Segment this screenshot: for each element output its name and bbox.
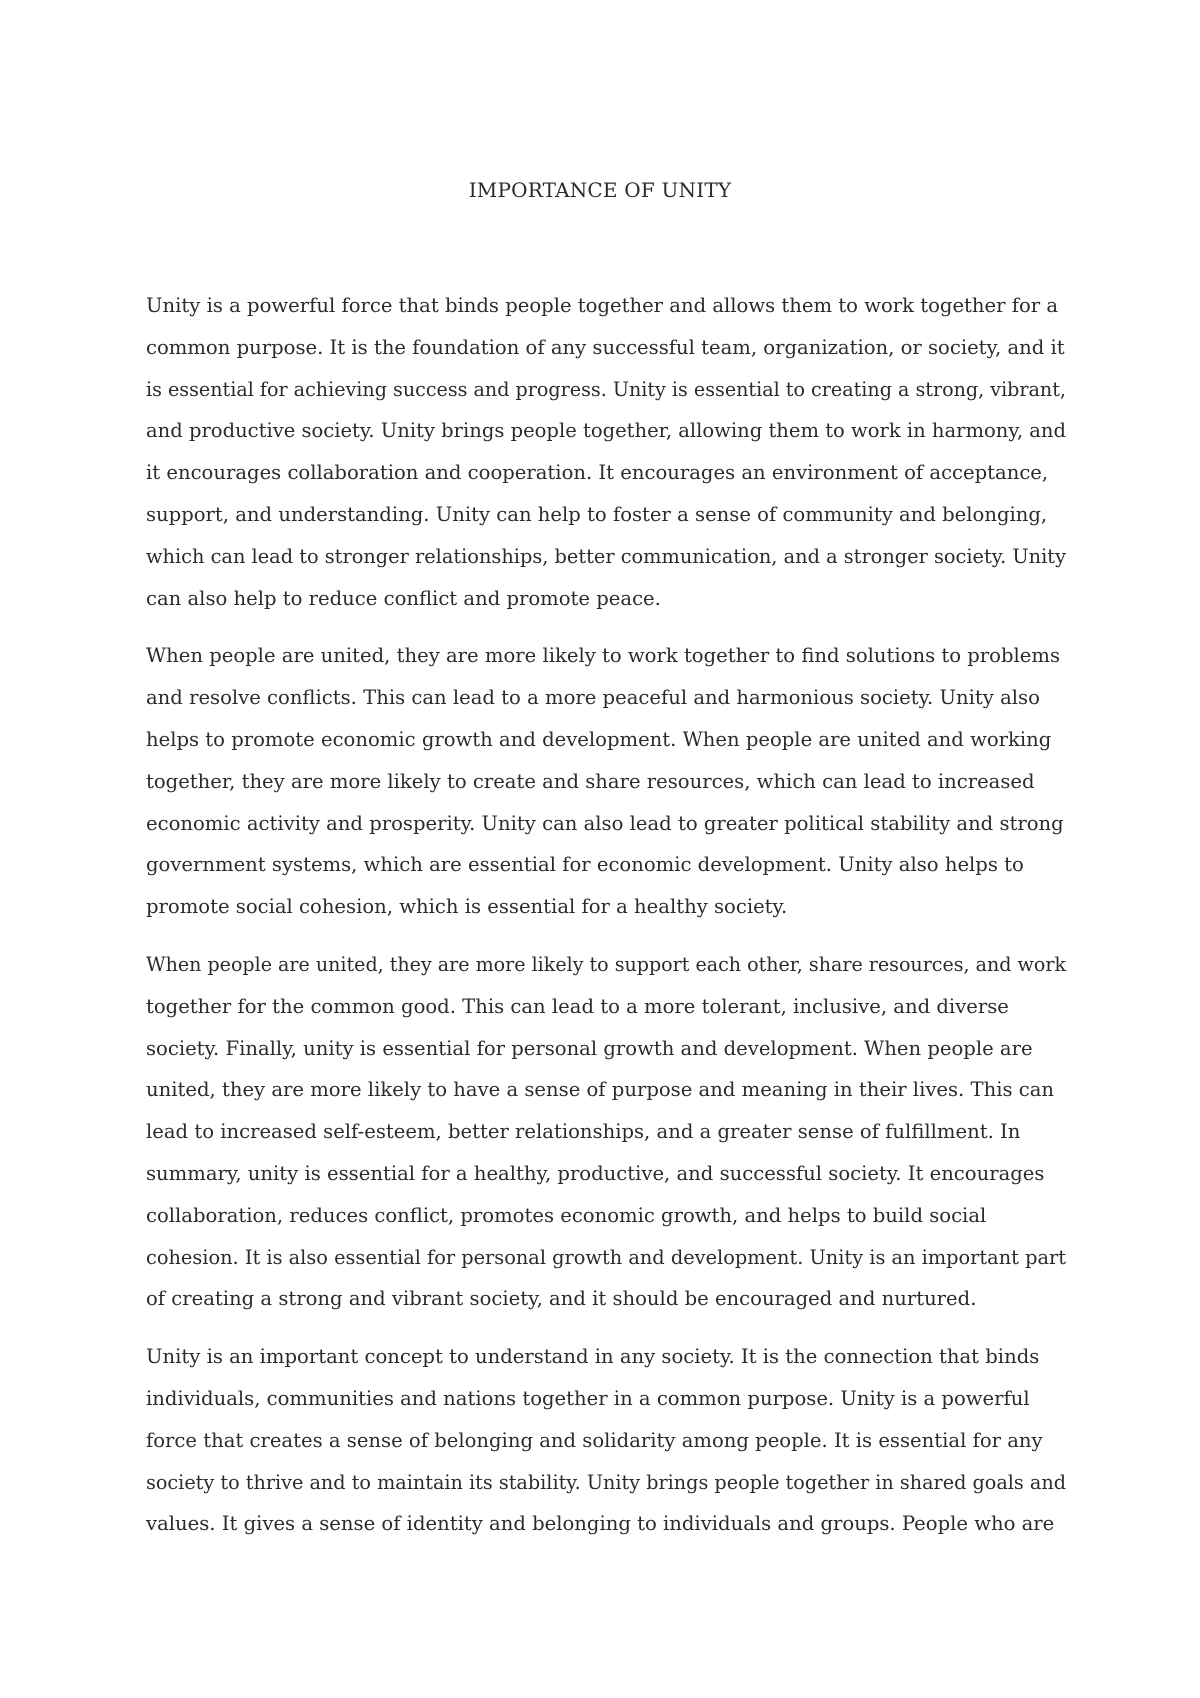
paragraph-line: together for the common good. This can lead to a more tolerant, inclusive, and diverse [146,994,1009,1018]
paragraph-line: support, and understanding. Unity can help to foster a sense of community and belonging, [146,502,1048,526]
paragraph-line: values. It gives a sense of identity and belonging to individuals and groups. People who are [146,1512,1055,1536]
paragraph-line: When people are united, they are more likely to support each other, share resources, and work [146,952,1066,976]
paragraph-line: is essential for achieving success and progress. Unity is essential to creating a strong, vibrant, [146,377,1066,401]
document-body [146,285,1066,1561]
paragraph-line: and productive society. Unity brings people together, allowing them to work in harmony, and [146,419,1066,443]
paragraph-line: and resolve conflicts. This can lead to a more peaceful and harmonious society. Unity also [146,686,1040,710]
paragraph-3 [146,944,1066,1320]
paragraph-line: individuals, communities and nations together in a common purpose. Unity is a powerful [146,1386,1030,1410]
paragraph-line: can also help to reduce conflict and promote peace. [146,586,661,610]
paragraph-line: which can lead to stronger relationships, better communication, and a stronger society. Unity [146,544,1066,568]
paragraph-line: helps to promote economic growth and development. When people are united and working [146,727,1052,751]
paragraph-line: it encourages collaboration and cooperation. It encourages an environment of acceptance, [146,461,1049,485]
paragraph-4 [146,1336,1066,1545]
paragraph-line: Unity is an important concept to understand in any society. It is the connection that binds [146,1345,1040,1369]
paragraph-line: cohesion. It is also essential for personal growth and development. Unity is an important part [146,1245,1066,1269]
paragraph-line: lead to increased self-esteem, better relationships, and a greater sense of fulfillment. In [146,1120,1021,1144]
paragraph-line: Unity is a powerful force that binds people together and allows them to work together for a [146,294,1059,317]
paragraph-line: summary, unity is essential for a healthy, productive, and successful society. It encourages [146,1161,1045,1185]
document-title: IMPORTANCE OF UNITY [468,178,732,202]
paragraph-line: When people are united, they are more likely to work together to find solutions to problems [146,644,1061,668]
paragraph-line: economic activity and prosperity. Unity can also lead to greater political stability and strong [146,811,1064,835]
paragraph-line: together, they are more likely to create and share resources, which can lead to increased [146,769,1035,793]
paragraph-line: common purpose. It is the foundation of any successful team, organization, or society, and it [146,335,1065,359]
paragraph-line: force that creates a sense of belonging and solidarity among people. It is essential for any [146,1428,1043,1452]
paragraph-line: society. Finally, unity is essential for personal growth and development. When people are [146,1036,1033,1060]
paragraph-line: promote social cohesion, which is essential for a healthy society. [146,895,788,919]
paragraph-line: society to thrive and to maintain its stability. Unity brings people together in shared goals and [146,1470,1066,1494]
paragraph-2 [146,635,1066,928]
paragraph-line: united, they are more likely to have a sense of purpose and meaning in their lives. This can [146,1078,1055,1102]
paragraph-line: collaboration, reduces conflict, promotes economic growth, and helps to build social [146,1203,987,1227]
paragraph-line: of creating a strong and vibrant society, and it should be encouraged and nurtured. [146,1287,977,1311]
paragraph-line: government systems, which are essential for economic development. Unity also helps to [146,853,1024,877]
paragraph-1 [146,285,1066,619]
